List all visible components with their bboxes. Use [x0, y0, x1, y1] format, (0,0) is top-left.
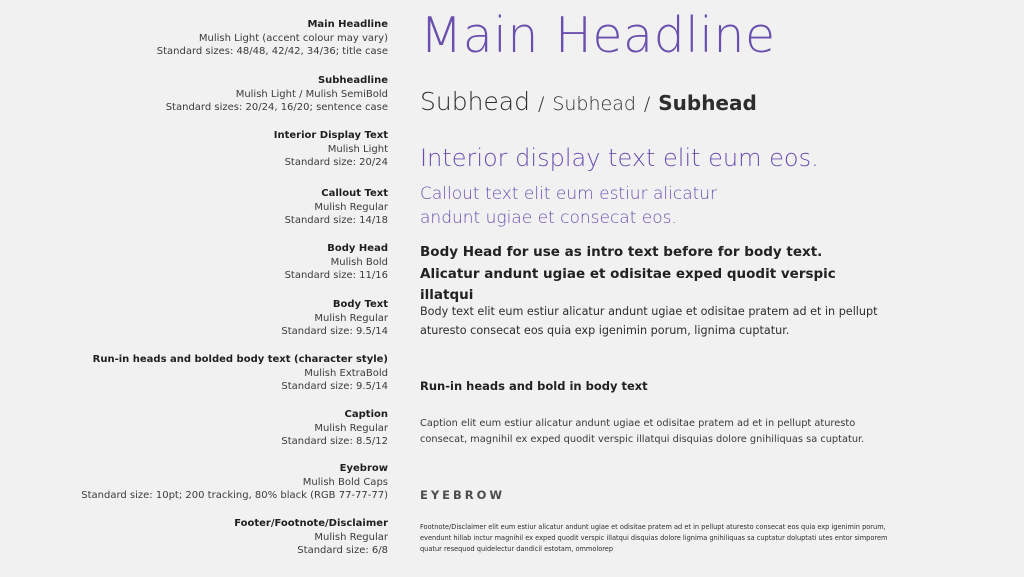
subhead-separator: / [643, 93, 651, 115]
spec-eyebrow [60, 462, 388, 503]
spec-title: Body Text [332, 299, 388, 310]
spec-interior-display [60, 129, 388, 170]
spec-size: Standard size: 10pt; 200 tracking, 80% black (RGB 77-77-77) [81, 490, 388, 502]
spec-size: Standard size: 8.5/12 [281, 436, 388, 448]
spec-font: Mulish Light (accent colour may vary) [198, 32, 388, 44]
sample-eyebrow: EYEBROW [420, 488, 506, 502]
callout-line: Callout text elit eum estiur alicatur [420, 184, 718, 204]
spec-title: Run-in heads and bolded body text (character style) [92, 354, 388, 365]
spec-font: Mulish Bold [330, 256, 388, 268]
spec-font: Mulish Regular [314, 531, 388, 543]
sample-main-headline: Main Headline [420, 7, 776, 64]
sample-body-text: Body text elit eum estiur alicatur andunt ugiae et odisitae pratem ad et in pellupt aturesto consecat eos quia exp igenimin porum, lignima cuptatur. [420, 305, 878, 337]
spec-font: Mulish Regular [314, 201, 388, 213]
sample-subhead [420, 86, 757, 120]
spec-size: Standard size: 11/16 [284, 270, 388, 282]
spec-body-text [60, 298, 388, 339]
subhead-separator: / [537, 93, 545, 115]
spec-font: Mulish Light / Mulish SemiBold [235, 88, 388, 100]
spec-size: Standard sizes: 48/48, 42/42, 34/36; title case [156, 46, 388, 58]
spec-size: Standard size: 14/18 [284, 215, 388, 227]
spec-title: Main Headline [307, 19, 388, 30]
sample-body-head: Body Head for use as intro text before for body text. Alicatur andunt ugiae et odisitae exped quodit verspic illatqui [420, 244, 836, 303]
callout-line: andunt ugiae et consecat eos. [420, 208, 677, 228]
spec-title: Interior Display Text [273, 130, 388, 141]
spec-title: Footer/Footnote/Disclaimer [234, 518, 388, 529]
spec-font: Mulish Regular [314, 312, 388, 324]
spec-title: Caption [344, 409, 388, 420]
spec-subheadline [60, 74, 388, 115]
spec-font: Mulish ExtraBold [304, 367, 388, 379]
spec-font: Mulish Regular [314, 422, 388, 434]
spec-size: Standard size: 9.5/14 [281, 381, 388, 393]
subhead-regular: Subhead [552, 93, 636, 115]
spec-title: Callout Text [321, 188, 388, 199]
spec-callout [60, 187, 388, 228]
spec-main-headline [60, 18, 388, 59]
spec-size: Standard size: 20/24 [284, 157, 388, 169]
spec-font: Mulish Bold Caps [302, 476, 388, 488]
spec-run-in [60, 353, 388, 394]
spec-body-head [60, 242, 388, 283]
sample-caption: Caption elit eum estiur alicatur andunt ugiae et odisitae pratem ad et in pellupt aturesto consecat, magnihil ex exped quodit verspic illatqui disquias dolore gnihiliquas sa cuptatur. [420, 418, 865, 445]
sample-run-in: Run-in heads and bold in body text [420, 379, 648, 393]
sample-footer: Footnote/Disclaimer elit eum estiur alicatur andunt ugiae et odisitae pratem ad et in pellupt aturesto consecat eos quia exp igenimin porum, evendunt hillab inctur magnihil ex exped quodit verspic illatqui disquias dolore lignima gnihiliquas sa cuptatur doluptati utes entor simporem quatur resequod quidelectur dandicil estotam, ommolorep [420, 523, 888, 553]
subhead-light: Subhead [420, 87, 530, 116]
spec-font: Mulish Light [327, 143, 388, 155]
spec-title: Body Head [327, 243, 388, 254]
spec-footer [60, 517, 388, 558]
spec-size: Standard sizes: 20/24, 16/20; sentence case [165, 102, 388, 114]
spec-title: Eyebrow [339, 463, 388, 474]
spec-size: Standard size: 9.5/14 [281, 326, 388, 338]
sample-interior-display: Interior display text elit eum eos. [420, 144, 819, 172]
subhead-bold: Subhead [658, 91, 757, 115]
spec-caption [60, 408, 388, 449]
sample-callout [420, 182, 890, 230]
spec-size: Standard size: 6/8 [297, 545, 388, 557]
spec-title: Subheadline [317, 75, 388, 86]
